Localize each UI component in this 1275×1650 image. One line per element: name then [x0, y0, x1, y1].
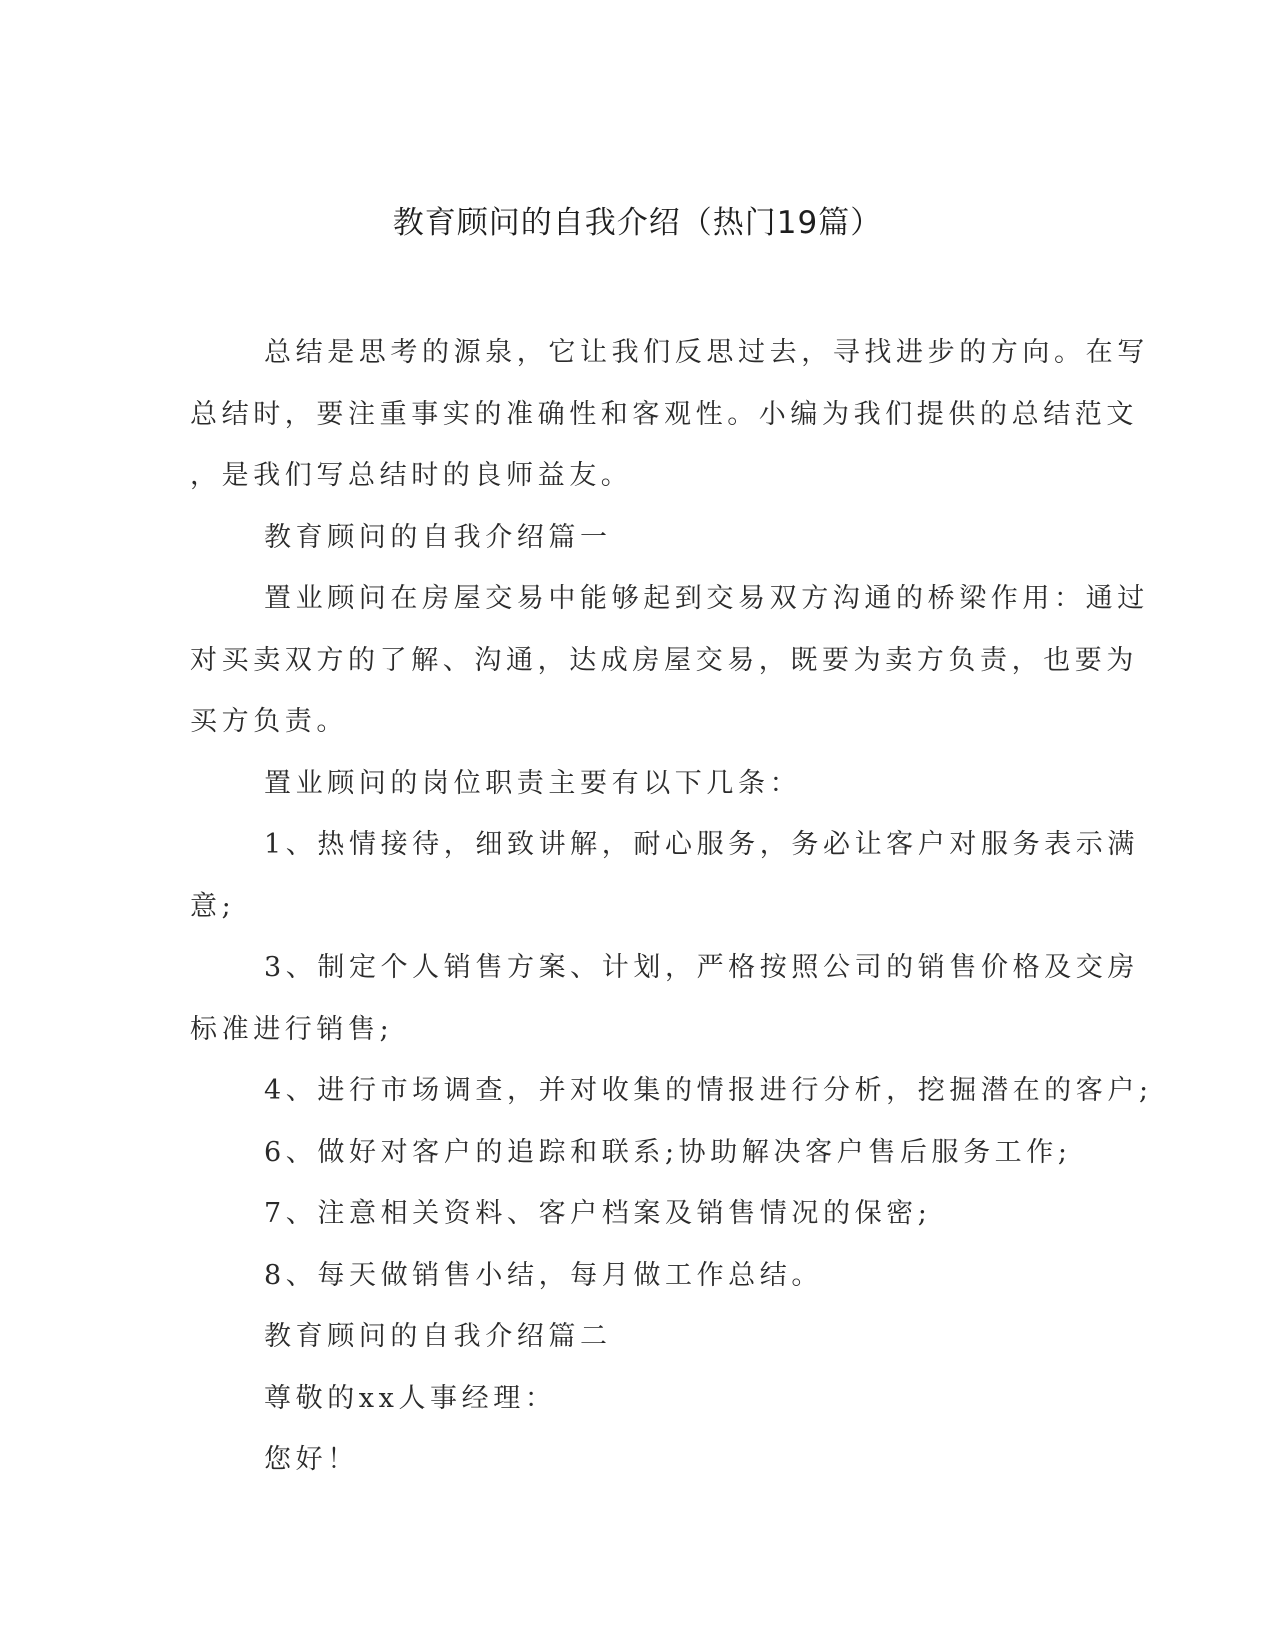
- duty-item-7: 7、注意相关资料、客户档案及销售情况的保密;: [264, 1198, 932, 1229]
- document-title: 教育顾问的自我介绍（热门19篇）: [392, 205, 883, 241]
- duty-item-1-line-2: 意;: [190, 890, 236, 922]
- duty-item-1-line-1: 1、热情接待，细致讲解，耐心服务，务必让客户对服务表示满: [264, 829, 1139, 860]
- duty-item-4: 4、进行市场调查，并对收集的情报进行分析，挖掘潜在的客户;: [264, 1075, 1153, 1106]
- para1-line-3: 买方负责。: [190, 706, 348, 737]
- duty-item-3-line-1: 3、制定个人销售方案、计划，严格按照公司的销售价格及交房: [264, 952, 1139, 983]
- letter-greeting: 您好！: [264, 1444, 359, 1475]
- section-heading-1: 教育顾问的自我介绍篇一: [264, 521, 612, 553]
- para1-line-2: 对买卖双方的了解、沟通，达成房屋交易，既要为卖方负责，也要为: [190, 644, 1138, 676]
- letter-salutation: 尊敬的xx人事经理：: [264, 1382, 557, 1414]
- duties-heading: 置业顾问的岗位职责主要有以下几条：: [264, 767, 802, 799]
- intro-line-1: 总结是思考的源泉，它让我们反思过去，寻找进步的方向。在写: [264, 337, 1149, 368]
- section-heading-2: 教育顾问的自我介绍篇二: [264, 1321, 612, 1352]
- duty-item-6: 6、做好对客户的追踪和联系;协助解决客户售后服务工作;: [264, 1136, 1072, 1168]
- intro-line-2: 总结时，要注重事实的准确性和客观性。小编为我们提供的总结范文: [190, 398, 1138, 430]
- intro-line-3: ，是我们写总结时的良师益友。: [190, 460, 633, 491]
- duty-item-3-line-2: 标准进行销售;: [190, 1013, 394, 1045]
- document-body: [190, 322, 1153, 1491]
- duty-item-8: 8、每天做销售小结，每月做工作总结。: [264, 1259, 823, 1291]
- para1-line-1: 置业顾问在房屋交易中能够起到交易双方沟通的桥梁作用：通过: [264, 583, 1149, 614]
